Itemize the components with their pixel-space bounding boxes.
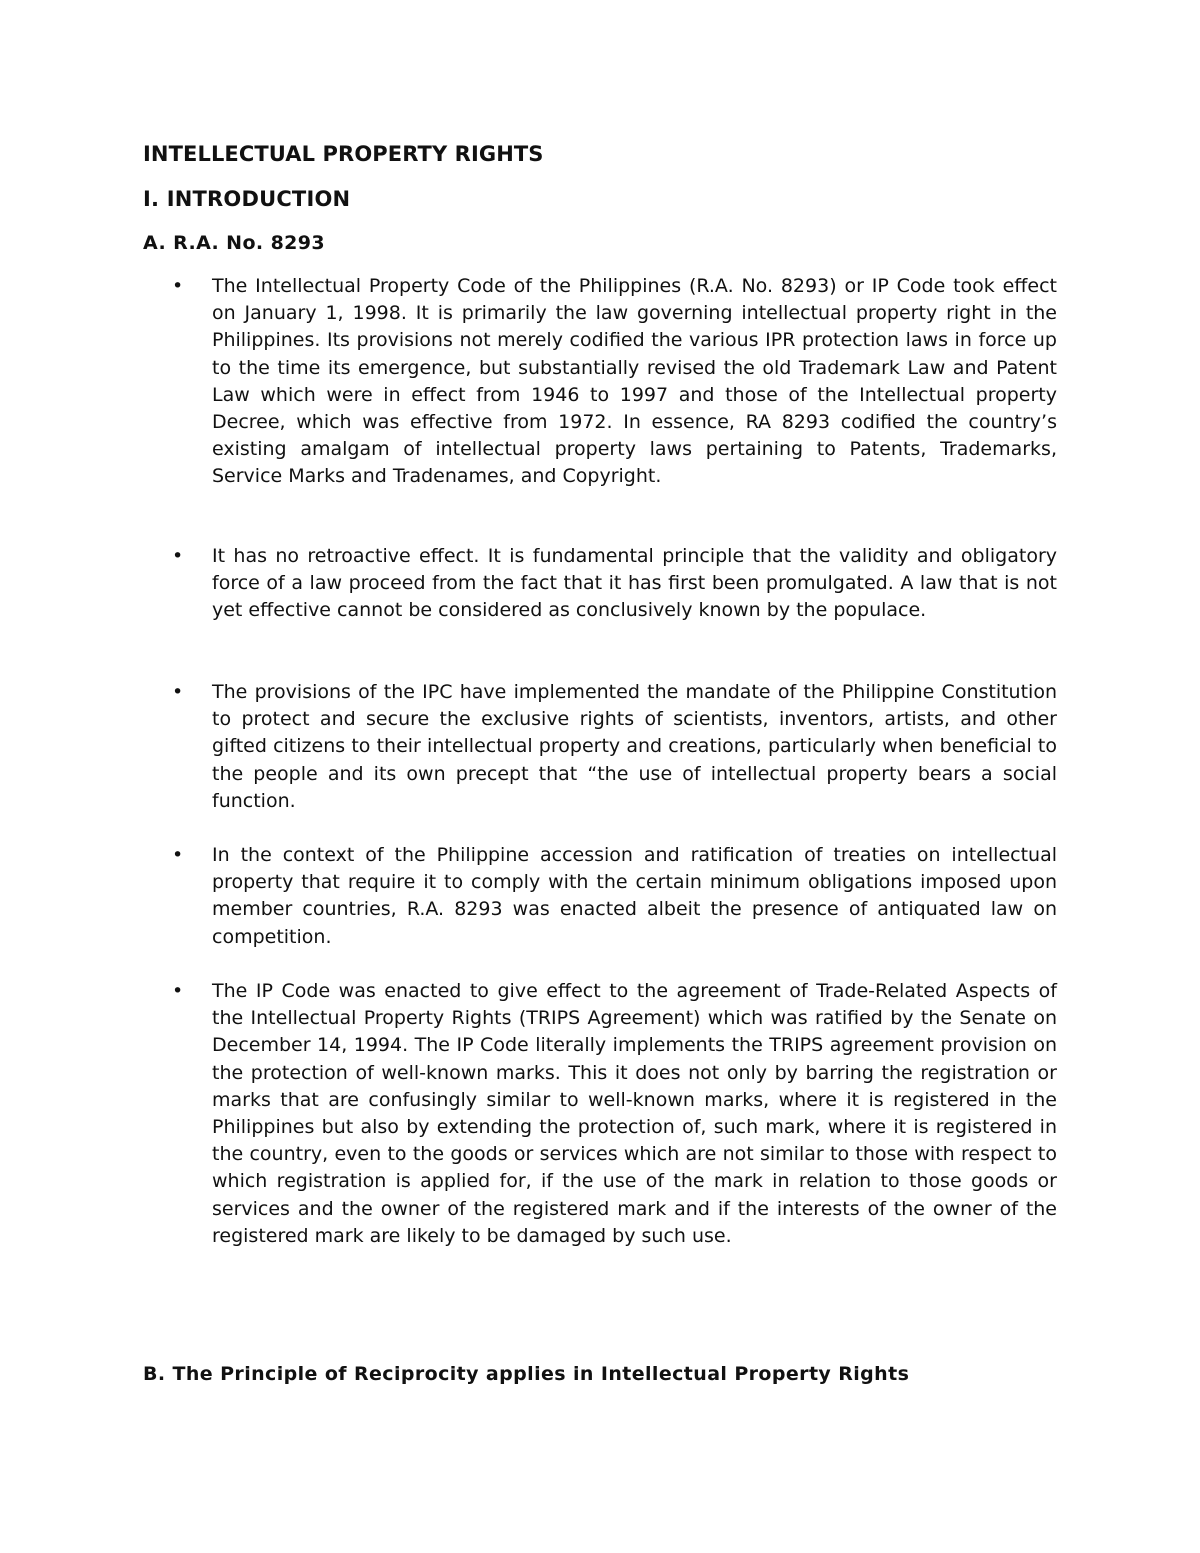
section-heading-introduction: I. INTRODUCTION [143,187,351,211]
subsection-heading-reciprocity: B. The Principle of Reciprocity applies in Intellectual Property Rights [143,1363,910,1385]
bullet-icon: • [172,275,184,297]
bullet-text: The IP Code was enacted to give effect to the agreement of Trade-Related Aspects of the Intellectual Property Rights (TRIPS Agreement) which was ratified by the Senate on December 14, 1994. The IP Code literally implements the TRIPS agreement provision on the protection of well-known marks. This it does not only by barring the registration or marks that are confusingly similar to well-known marks, where it is registered in the Philippines but also by extending the protection of, such mark, where it is registered in the country, even to the goods or services which are not similar to those with respect to which registration is applied for, if the use of the mark in relation to those goods or services and the owner of the registered mark and if the interests of the owner of the registered mark are likely to be damaged by such use. [212,980,1057,1247]
bullet-icon: • [172,980,184,1002]
bullet-text: The Intellectual Property Code of the Philippines (R.A. No. 8293) or IP Code took effect on January 1, 1998. It is primarily the law governing intellectual property right in the Philippines. Its provisions not merely codified the various IPR protection laws in force up to the time its emergence, but substantially revised the old Trademark Law and Patent Law which were in effect from 1946 to 1997 and those of the Intellectual property Decree, which was effective from 1972. In essence, RA 8293 codified the country’s existing amalgam of intellectual property laws pertaining to Patents, Trademarks, Service Marks and Tradenames, and Copyright. [212,275,1057,488]
bullet-icon: • [172,844,184,866]
document-title: INTELLECTUAL PROPERTY RIGHTS [143,142,544,166]
bullet-text: The provisions of the IPC have implemented the mandate of the Philippine Constitution to protect and secure the exclusive rights of scientists, inventors, artists, and other gifted citizens to their intellectual property and creations, particularly when beneficial to the people and its own precept that “the use of intellectual property bears a social function. [212,681,1057,812]
bullet-text: It has no retroactive effect. It is fundamental principle that the validity and obligatory force of a law proceed from the fact that it has first been promulgated. A law that is not yet effective cannot be considered as conclusively known by the populace. [212,545,1057,622]
bullet-icon: • [172,681,184,703]
bullet-text: In the context of the Philippine accession and ratification of treaties on intellectual property that require it to comply with the certain minimum obligations imposed upon member countries, R.A. 8293 was enacted albeit the presence of antiquated law on competition. [212,844,1057,948]
subsection-heading-ra-8293: A. R.A. No. 8293 [143,232,326,254]
bullet-icon: • [172,545,184,567]
